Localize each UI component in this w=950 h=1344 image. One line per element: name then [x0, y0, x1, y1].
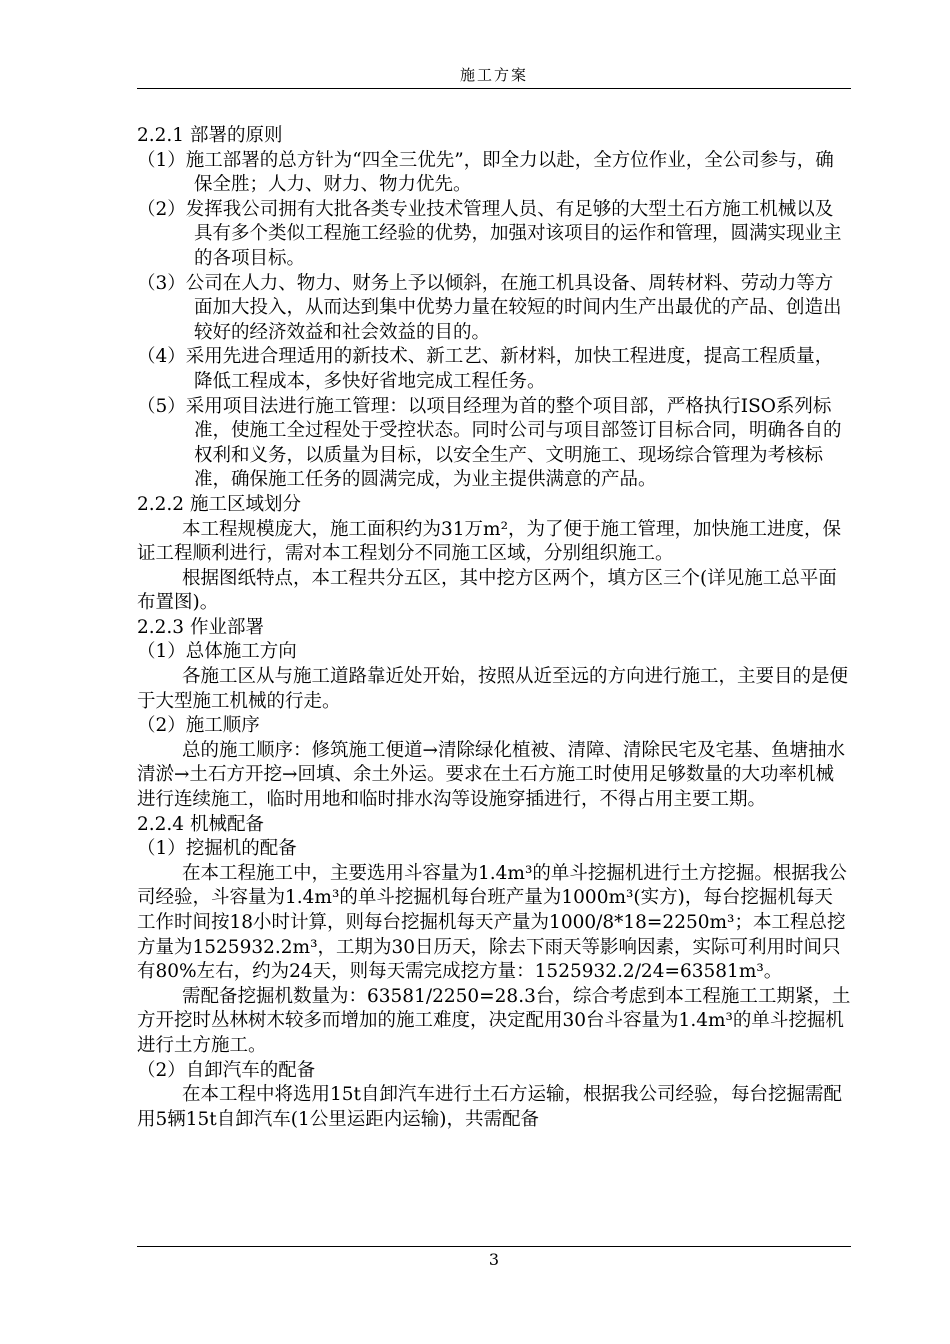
document-body	[137, 124, 851, 1132]
paragraph: 在本工程中将选用15t自卸汽车进行土石方运输，根据我公司经验，每台挖掘需配用5辆15t自卸汽车(1公里运距内运输)，共需配备	[137, 1084, 842, 1130]
paragraph: 根据图纸特点，本工程共分五区，其中挖方区两个，填方区三个(详见施工总平面布置图)。	[137, 567, 837, 614]
paragraph: 在本工程施工中，主要选用斗容量为1.4m³的单斗挖掘机进行土方挖掘。根据我公司经验，斗容量为1.4m³的单斗挖掘机每台班产量为1000m³(实方)，每台挖掘机每天工作时间按18小时计算，则每台挖掘机每天产量为1000/8*18=2250m³；本工程总挖方量为1525932.2m³，工期为30日历天，除去下雨天等影响因素，实际可利用时间只有80%左右，约为24天，则每天需完成挖方量：1525932.2/24=63581m³。	[137, 862, 847, 983]
subheading: （1）总体施工方向	[137, 641, 297, 663]
page-number: 3	[488, 1250, 500, 1269]
section-heading: 2.2.2 施工区域划分	[137, 493, 301, 515]
list-item: （5）采用项目法进行施工管理：以项目经理为首的整个项目部，严格执行ISO系列标准，使施工全过程处于受控状态。同时公司与项目部签订目标合同，明确各自的权利和义务，以质量为目标，以安全生产、文明施工、现场综合管理为考核标准，确保施工任务的圆满完成，为业主提供满意的产品。	[137, 395, 842, 491]
section-heading: 2.2.3 作业部署	[137, 616, 264, 638]
subheading: （2）施工顺序	[137, 715, 260, 737]
list-item: （3）公司在人力、物力、财务上予以倾斜，在施工机具设备、周转材料、劳动力等方面加大投入，从而达到集中优势力量在较短的时间内生产出最优的产品、创造出较好的经济效益和社会效益的目的。	[137, 272, 842, 343]
section-heading: 2.2.4 机械配备	[137, 813, 264, 835]
paragraph: 总的施工顺序：修筑施工便道→清除绿化植被、清障、清除民宅及宅基、鱼塘抽水清淤→土石方开挖→回填、余土外运。要求在土石方施工时使用足够数量的大功率机械进行连续施工，临时用地和临时排水沟等设施穿插进行，不得占用主要工期。	[137, 739, 846, 811]
paragraph: 各施工区从与施工道路靠近处开始，按照从近至远的方向进行施工，主要目的是便于大型施工机械的行走。	[137, 666, 849, 712]
paragraph: 需配备挖掘机数量为：63581/2250=28.3台，综合考虑到本工程施工工期紧，土方开挖时丛林树木较多而增加的施工难度，决定配用30台斗容量为1.4m³的单斗挖掘机进行土方施工。	[137, 985, 851, 1056]
subheading: （2）自卸汽车的配备	[137, 1059, 316, 1081]
list-item: （4）采用先进合理适用的新技术、新工艺、新材料，加快工程进度，提高工程质量，降低工程成本，多快好省地完成工程任务。	[137, 346, 834, 392]
list-item: （2）发挥我公司拥有大批各类专业技术管理人员、有足够的大型土石方施工机械以及具有多个类似工程施工经验的优势，加强对该项目的运作和管理，圆满实现业主的各项目标。	[137, 198, 842, 269]
page-header-title: 施工方案	[459, 66, 528, 84]
paragraph: 本工程规模庞大，施工面积约为31万m²，为了便于施工管理，加快施工进度，保证工程顺利进行，需对本工程划分不同施工区域，分别组织施工。	[137, 518, 842, 565]
subheading: （1）挖掘机的配备	[137, 838, 297, 860]
section-heading: 2.2.1 部署的原则	[137, 125, 283, 146]
footer-divider	[137, 1246, 851, 1247]
header-divider	[137, 88, 851, 89]
list-item: （1）施工部署的总方针为“四全三优先”，即全力以赴，全方位作业，全公司参与，确保全胜；人力、财力、物力优先。	[137, 149, 834, 196]
